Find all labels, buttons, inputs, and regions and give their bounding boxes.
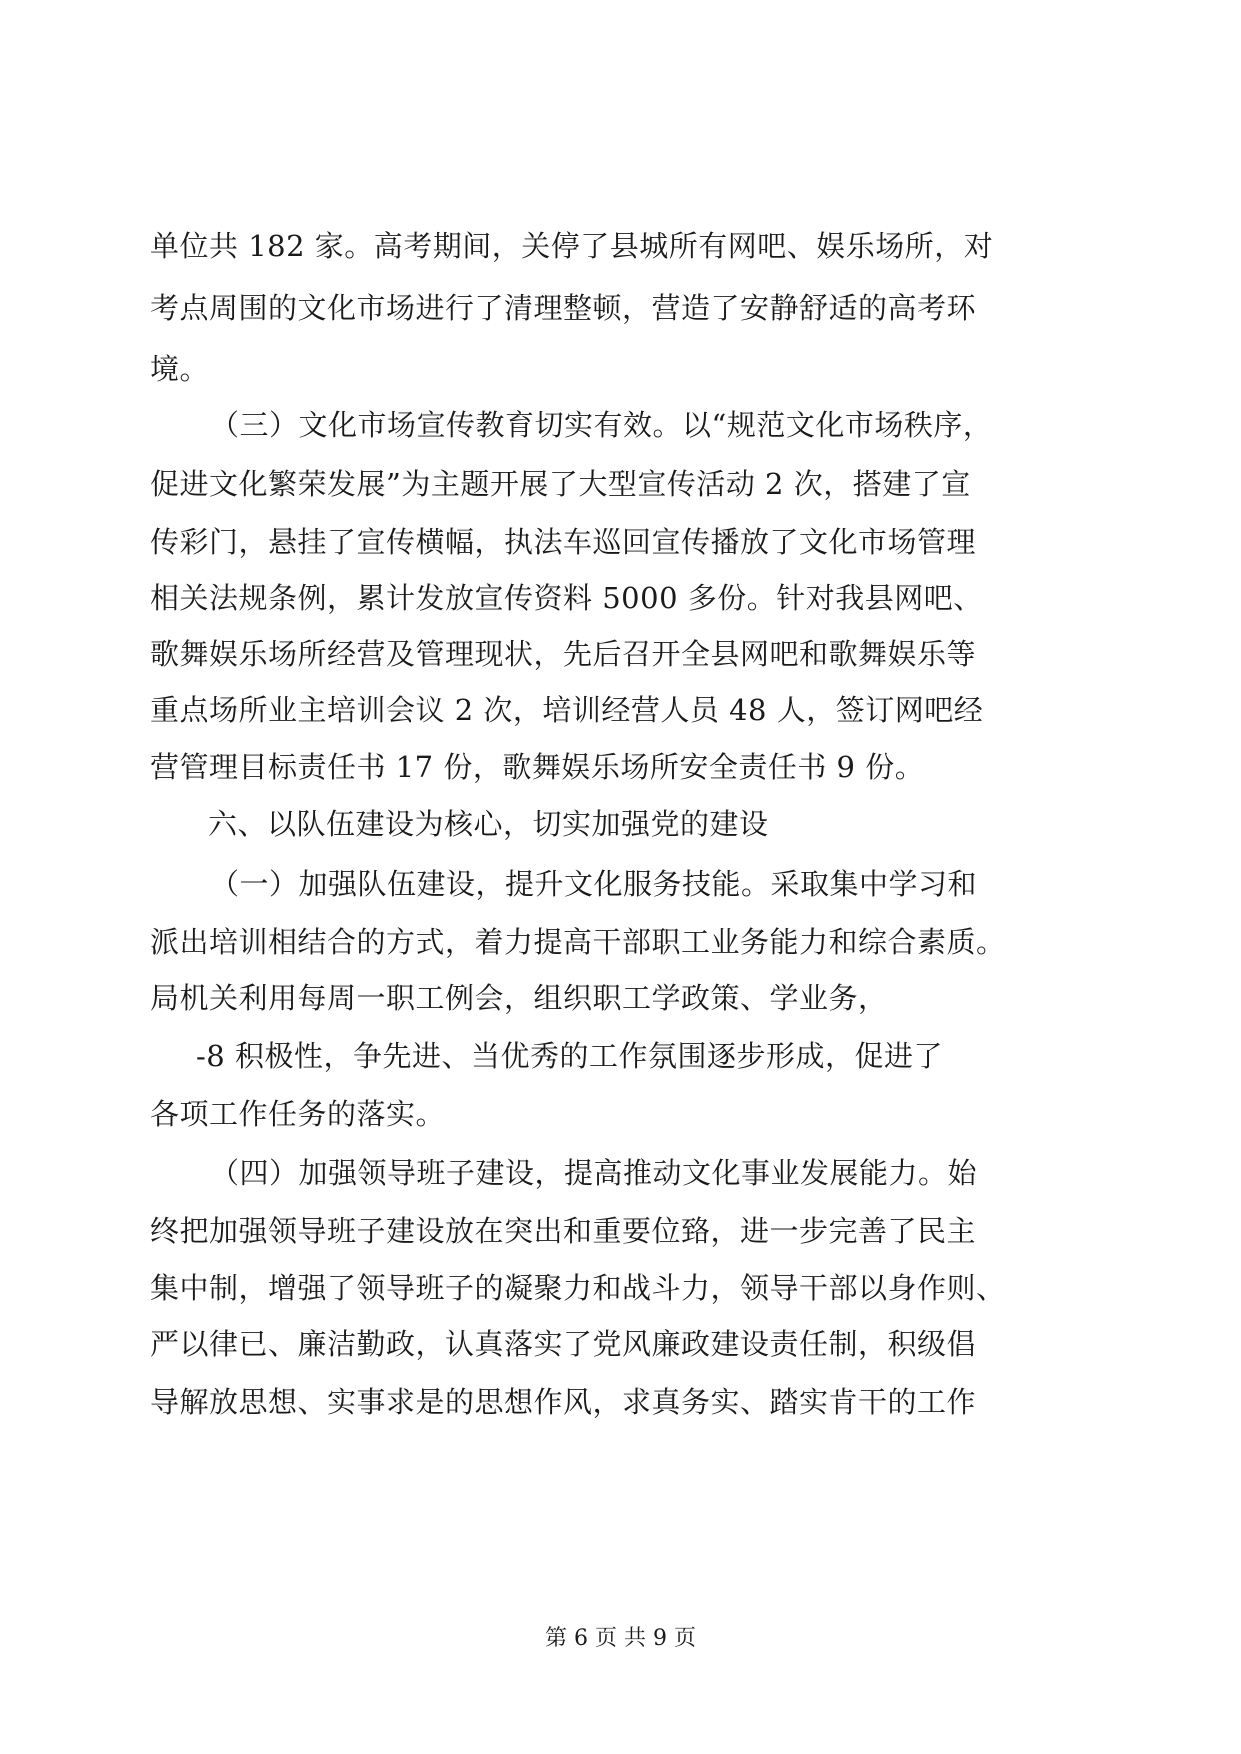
- text-line: -8 积极性，争先进、当优秀的工作氛围逐步形成，促进了: [196, 1039, 943, 1073]
- paragraph-heading-4: （四）加强领导班子建设，提高推动文化事业发展能力。始: [210, 1156, 978, 1190]
- text-line: 终把加强领导班子建设放在突出和重要位臵，进一步完善了民主: [150, 1214, 977, 1248]
- text-line: 集中制，增强了领导班子的凝聚力和战斗力，领导干部以身作则、: [150, 1271, 1006, 1305]
- text-line: 单位共 182 家。高考期间，关停了县城所有网吧、娱乐场所，对: [150, 229, 994, 263]
- text-line: 各项工作任务的落实。: [150, 1097, 446, 1131]
- text-line: 导解放思想、实事求是的思想作风，求真务实、踏实肯干的工作: [150, 1385, 977, 1419]
- paragraph-heading-3: （三）文化市场宣传教育切实有效。以“规范文化市场秩序，: [210, 408, 993, 442]
- text-line: 歌舞娱乐场所经营及管理现状，先后召开全县网吧和歌舞娱乐等: [150, 637, 977, 671]
- text-line: 严以律已、廉洁勤政，认真落实了党风廉政建设责任制，积级倡: [150, 1327, 977, 1361]
- text-line: 传彩门，悬挂了宣传横幅，执法车巡回宣传播放了文化市场管理: [150, 525, 977, 559]
- text-line: 考点周围的文化市场进行了清理整顿，营造了安静舒适的高考环: [150, 291, 977, 325]
- text-line: 相关法规条例，累计发放宣传资料 5000 多份。针对我县网吧、: [150, 581, 983, 615]
- section-heading: 六、以队伍建设为核心，切实加强党的建设: [208, 807, 769, 841]
- text-line: 境。: [150, 352, 210, 386]
- text-line: 重点场所业主培训会议 2 次，培训经营人员 48 人，签订网吧经: [150, 693, 984, 727]
- page-number-footer: 第 6 页 共 9 页: [545, 1626, 696, 1651]
- text-line: 局机关利用每周一职工例会，组织职工学政策、学业务，: [150, 981, 888, 1015]
- text-line: 派出培训相结合的方式，着力提高干部职工业务能力和综合素质。: [150, 925, 1006, 959]
- text-line: 促进文化繁荣发展”为主题开展了大型宣传活动 2 次，搭建了宣: [150, 467, 971, 501]
- paragraph-heading-1: （一）加强队伍建设，提升文化服务技能。采取集中学习和: [210, 867, 978, 901]
- text-line: 营管理目标责任书 17 份，歌舞娱乐场所安全责任书 9 份。: [150, 750, 925, 784]
